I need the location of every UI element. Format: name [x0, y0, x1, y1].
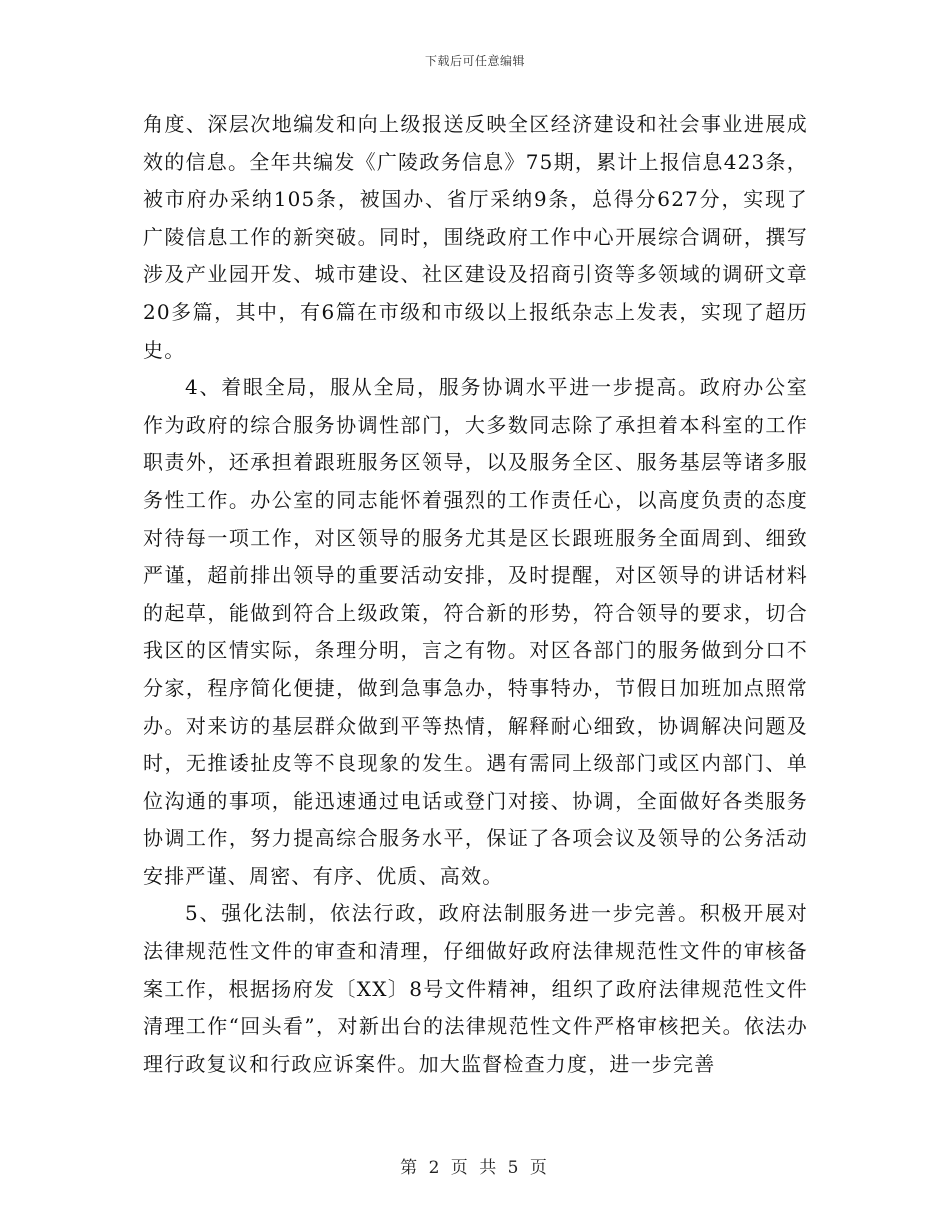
- page-number-footer: 第 2 页 共 5 页: [400, 1158, 550, 1178]
- paragraph-item-4: 4、着眼全局，服从全局，服务协调水平进一步提高。政府办公室作为政府的综合服务协调性部门，大多数同志除了承担着本科室的工作职责外，还承担着跟班服务区领导，以及服务全区、服务基层等诸多服务性工作。办公室的同志能怀着强烈的工作责任心，以高度负责的态度对待每一项工作，对区领导的服务尤其是区长跟班服务全面周到、细致严谨，超前排出领导的重要活动安排，及时提醒，对区领导的讲话材料的起草，能做到符合上级政策，符合新的形势，符合领导的要求，切合我区的区情实际，条理分明，言之有物。对区各部门的服务做到分口不分家，程序简化便捷，做到急事急办，特事特办，节假日加班加点照常办。对来访的基层群众做到平等热情，解释耐心细致，协调解决问题及时，无推诿扯皮等不良现象的发生。遇有需同上级部门或区内部门、单位沟通的事项，能迅速通过电话或登门对接、协调，全面做好各类服务协调工作，努力提高综合服务水平，保证了各项会议及领导的公务活动安排严谨、周密、有序、优质、高效。: [143, 375, 808, 888]
- document-body: [143, 106, 808, 1083]
- page-header: 下载后可任意编辑: [424, 54, 525, 68]
- paragraph-continuation: 角度、深层次地编发和向上级报送反映全区经济建设和社会事业进展成效的信息。全年共编发《广陵政务信息》75期，累计上报信息423条，被市府办采纳105条，被国办、省厅采纳9条，总得分627分，实现了广陵信息工作的新突破。同时，围绕政府工作中心开展综合调研，撰写涉及产业园开发、城市建设、社区建设及招商引资等多领域的调研文章20多篇，其中，有6篇在市级和市级以上报纸杂志上发表，实现了超历史。: [143, 112, 808, 362]
- paragraph-item-5: 5、强化法制，依法行政，政府法制服务进一步完善。积极开展对法律规范性文件的审查和清理，仔细做好政府法律规范性文件的审核备案工作，根据扬府发〔XX〕8号文件精神，组织了政府法律规范性文件清理工作“回头看”，对新出台的法律规范性文件严格审核把关。依法办理行政复议和行政应诉案件。加大监督检查力度，进一步完善: [143, 901, 808, 1076]
